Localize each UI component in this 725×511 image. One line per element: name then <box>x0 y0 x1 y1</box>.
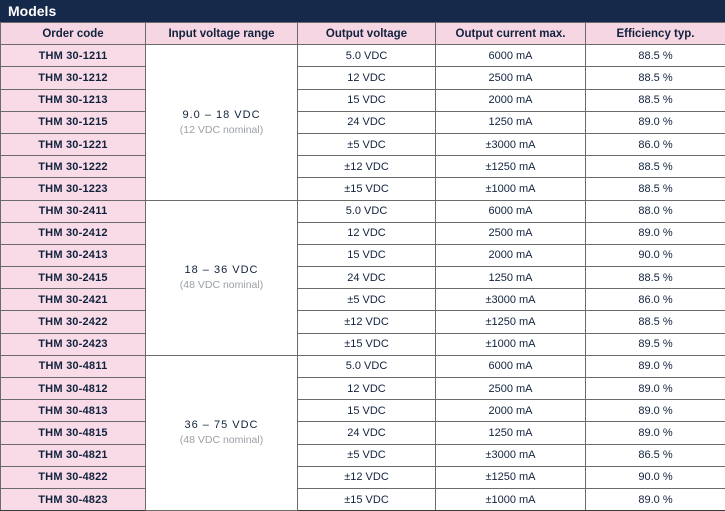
cell-efficiency: 89.0 % <box>586 378 725 400</box>
cell-output-voltage: 24 VDC <box>298 422 436 444</box>
cell-output-voltage: 12 VDC <box>298 222 436 244</box>
cell-output-current: ±3000 mA <box>436 444 586 466</box>
cell-output-current: 2500 mA <box>436 222 586 244</box>
table-row <box>1 422 725 444</box>
cell-order-code: THM 30-1221 <box>1 133 146 155</box>
table-row <box>1 111 725 133</box>
cell-input-voltage-range <box>146 200 298 355</box>
cell-output-current: 1250 mA <box>436 267 586 289</box>
cell-output-current: ±3000 mA <box>436 289 586 311</box>
cell-output-voltage: 15 VDC <box>298 400 436 422</box>
cell-output-voltage: 5.0 VDC <box>298 355 436 377</box>
cell-output-voltage: ±12 VDC <box>298 311 436 333</box>
cell-efficiency: 86.0 % <box>586 289 725 311</box>
cell-order-code: THM 30-2413 <box>1 244 146 266</box>
cell-output-voltage: ±15 VDC <box>298 333 436 355</box>
column-header-efficiency-typ: Efficiency typ. <box>586 23 725 45</box>
table-row <box>1 333 725 355</box>
cell-efficiency: 88.5 % <box>586 267 725 289</box>
column-header-order-code: Order code <box>1 23 146 45</box>
cell-output-current: ±1000 mA <box>436 333 586 355</box>
cell-order-code: THM 30-4822 <box>1 466 146 488</box>
cell-efficiency: 89.0 % <box>586 488 725 510</box>
cell-output-current: 6000 mA <box>436 355 586 377</box>
cell-output-voltage: ±12 VDC <box>298 466 436 488</box>
cell-output-voltage: 5.0 VDC <box>298 200 436 222</box>
cell-order-code: THM 30-2411 <box>1 200 146 222</box>
cell-order-code: THM 30-2421 <box>1 289 146 311</box>
cell-order-code: THM 30-4812 <box>1 378 146 400</box>
table-row <box>1 222 725 244</box>
table-row <box>1 444 725 466</box>
cell-efficiency: 89.0 % <box>586 111 725 133</box>
cell-order-code: THM 30-1212 <box>1 67 146 89</box>
column-header-input-voltage-range: Input voltage range <box>146 23 298 45</box>
cell-output-voltage: 24 VDC <box>298 267 436 289</box>
cell-efficiency: 88.0 % <box>586 200 725 222</box>
page-title: Models <box>0 0 725 22</box>
cell-efficiency: 90.0 % <box>586 244 725 266</box>
cell-order-code: THM 30-1215 <box>1 111 146 133</box>
cell-order-code: THM 30-2415 <box>1 267 146 289</box>
cell-output-voltage: ±15 VDC <box>298 178 436 200</box>
cell-output-current: ±1000 mA <box>436 488 586 510</box>
cell-efficiency: 89.0 % <box>586 355 725 377</box>
cell-output-current: ±1000 mA <box>436 178 586 200</box>
table-row <box>1 133 725 155</box>
input-nominal-value: (48 VDC nominal) <box>146 434 297 446</box>
cell-efficiency: 88.5 % <box>586 89 725 111</box>
cell-efficiency: 86.0 % <box>586 133 725 155</box>
cell-output-voltage: ±15 VDC <box>298 488 436 510</box>
cell-order-code: THM 30-2423 <box>1 333 146 355</box>
input-nominal-value: (48 VDC nominal) <box>146 279 297 291</box>
table-row <box>1 200 725 222</box>
cell-order-code: THM 30-4823 <box>1 488 146 510</box>
cell-output-current: 6000 mA <box>436 45 586 67</box>
cell-output-current: 6000 mA <box>436 200 586 222</box>
cell-input-voltage-range <box>146 45 298 200</box>
cell-order-code: THM 30-1213 <box>1 89 146 111</box>
cell-order-code: THM 30-2412 <box>1 222 146 244</box>
table-row <box>1 400 725 422</box>
cell-output-voltage: ±12 VDC <box>298 156 436 178</box>
table-row <box>1 89 725 111</box>
cell-output-voltage: 15 VDC <box>298 244 436 266</box>
cell-output-current: 1250 mA <box>436 111 586 133</box>
input-range-value: 9.0 – 18 VDC <box>146 109 297 121</box>
cell-efficiency: 89.0 % <box>586 400 725 422</box>
cell-output-current: 2000 mA <box>436 89 586 111</box>
cell-output-current: 1250 mA <box>436 422 586 444</box>
table-row <box>1 289 725 311</box>
cell-output-current: 2500 mA <box>436 67 586 89</box>
cell-output-current: ±1250 mA <box>436 311 586 333</box>
table-row <box>1 156 725 178</box>
table-body <box>1 45 725 511</box>
cell-order-code: THM 30-4813 <box>1 400 146 422</box>
table-row <box>1 355 725 377</box>
models-table <box>0 22 725 511</box>
cell-output-voltage: ±5 VDC <box>298 444 436 466</box>
cell-output-current: ±1250 mA <box>436 466 586 488</box>
cell-efficiency: 88.5 % <box>586 67 725 89</box>
table-row <box>1 378 725 400</box>
cell-output-voltage: 24 VDC <box>298 111 436 133</box>
cell-output-current: ±3000 mA <box>436 133 586 155</box>
table-row <box>1 466 725 488</box>
cell-order-code: THM 30-4811 <box>1 355 146 377</box>
cell-efficiency: 89.0 % <box>586 222 725 244</box>
cell-order-code: THM 30-1222 <box>1 156 146 178</box>
cell-output-voltage: ±5 VDC <box>298 133 436 155</box>
cell-output-current: 2000 mA <box>436 244 586 266</box>
table-row <box>1 178 725 200</box>
cell-efficiency: 89.5 % <box>586 333 725 355</box>
cell-order-code: THM 30-4815 <box>1 422 146 444</box>
cell-output-current: 2000 mA <box>436 400 586 422</box>
column-header-output-current-max: Output current max. <box>436 23 586 45</box>
cell-efficiency: 88.5 % <box>586 45 725 67</box>
cell-efficiency: 88.5 % <box>586 156 725 178</box>
cell-output-current: 2500 mA <box>436 378 586 400</box>
cell-input-voltage-range <box>146 355 298 510</box>
cell-efficiency: 88.5 % <box>586 311 725 333</box>
input-range-value: 18 – 36 VDC <box>146 264 297 276</box>
cell-efficiency: 89.0 % <box>586 422 725 444</box>
cell-output-current: ±1250 mA <box>436 156 586 178</box>
column-header-output-voltage: Output voltage <box>298 23 436 45</box>
cell-order-code: THM 30-1223 <box>1 178 146 200</box>
input-nominal-value: (12 VDC nominal) <box>146 124 297 136</box>
table-row <box>1 45 725 67</box>
table-header <box>1 23 725 45</box>
cell-efficiency: 86.5 % <box>586 444 725 466</box>
cell-order-code: THM 30-2422 <box>1 311 146 333</box>
table-row <box>1 67 725 89</box>
cell-output-voltage: 5.0 VDC <box>298 45 436 67</box>
cell-efficiency: 90.0 % <box>586 466 725 488</box>
cell-output-voltage: ±5 VDC <box>298 289 436 311</box>
input-range-value: 36 – 75 VDC <box>146 419 297 431</box>
table-row <box>1 488 725 510</box>
cell-order-code: THM 30-1211 <box>1 45 146 67</box>
table-row <box>1 311 725 333</box>
table-row <box>1 244 725 266</box>
table-row <box>1 267 725 289</box>
table-header-row <box>1 23 725 45</box>
cell-output-voltage: 12 VDC <box>298 67 436 89</box>
cell-output-voltage: 12 VDC <box>298 378 436 400</box>
cell-order-code: THM 30-4821 <box>1 444 146 466</box>
cell-output-voltage: 15 VDC <box>298 89 436 111</box>
cell-efficiency: 88.5 % <box>586 178 725 200</box>
